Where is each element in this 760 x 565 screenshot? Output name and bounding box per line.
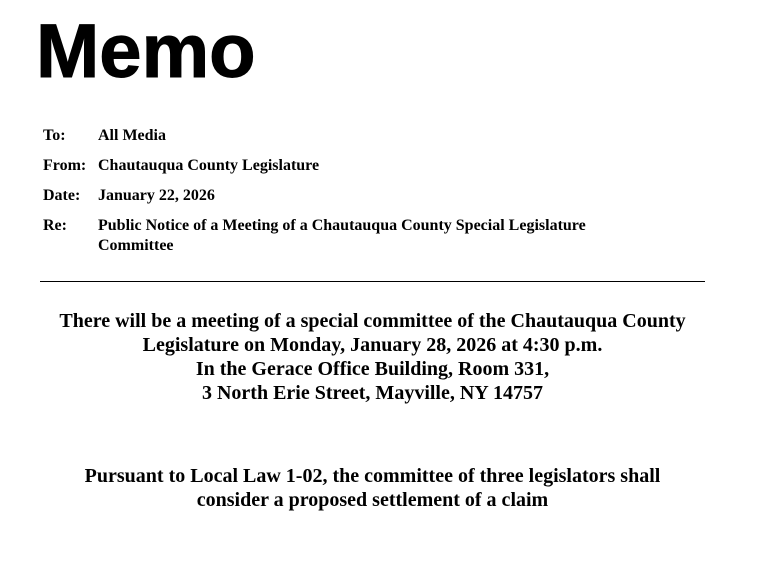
- meeting-notice-line: In the Gerace Office Building, Room 331,: [195, 358, 550, 380]
- meeting-notice: [40, 309, 705, 405]
- from-value: Chautauqua County Legislature: [98, 157, 320, 174]
- memo-header: [43, 126, 673, 266]
- header-divider: [40, 281, 705, 282]
- date-label: Date:: [43, 187, 81, 204]
- purpose-notice-line: Pursuant to Local Law 1-02, the committee of three legislators shall: [84, 465, 661, 487]
- meeting-notice-line: There will be a meeting of a special committee of the Chautauqua County: [59, 310, 686, 332]
- re-row: [43, 216, 673, 256]
- from-label: From:: [43, 157, 87, 174]
- re-label: Re:: [43, 217, 67, 234]
- re-value: [98, 216, 673, 256]
- purpose-notice: [40, 464, 705, 512]
- meeting-notice-line: Legislature on Monday, January 28, 2026 at 4:30 p.m.: [142, 334, 603, 356]
- from-row: [43, 156, 673, 176]
- memo-title: Memo: [36, 9, 256, 94]
- re-value-line-1: Public Notice of a Meeting of a Chautauqua County Special Legislature: [98, 217, 586, 234]
- to-label: To:: [43, 127, 66, 144]
- purpose-notice-line: consider a proposed settlement of a claim: [196, 489, 549, 511]
- date-value: January 22, 2026: [98, 187, 215, 204]
- to-value: All Media: [98, 127, 166, 144]
- meeting-notice-line: 3 North Erie Street, Mayville, NY 14757: [201, 382, 544, 404]
- to-row: [43, 126, 673, 146]
- date-row: [43, 186, 673, 206]
- re-value-line-2: Committee: [98, 237, 174, 254]
